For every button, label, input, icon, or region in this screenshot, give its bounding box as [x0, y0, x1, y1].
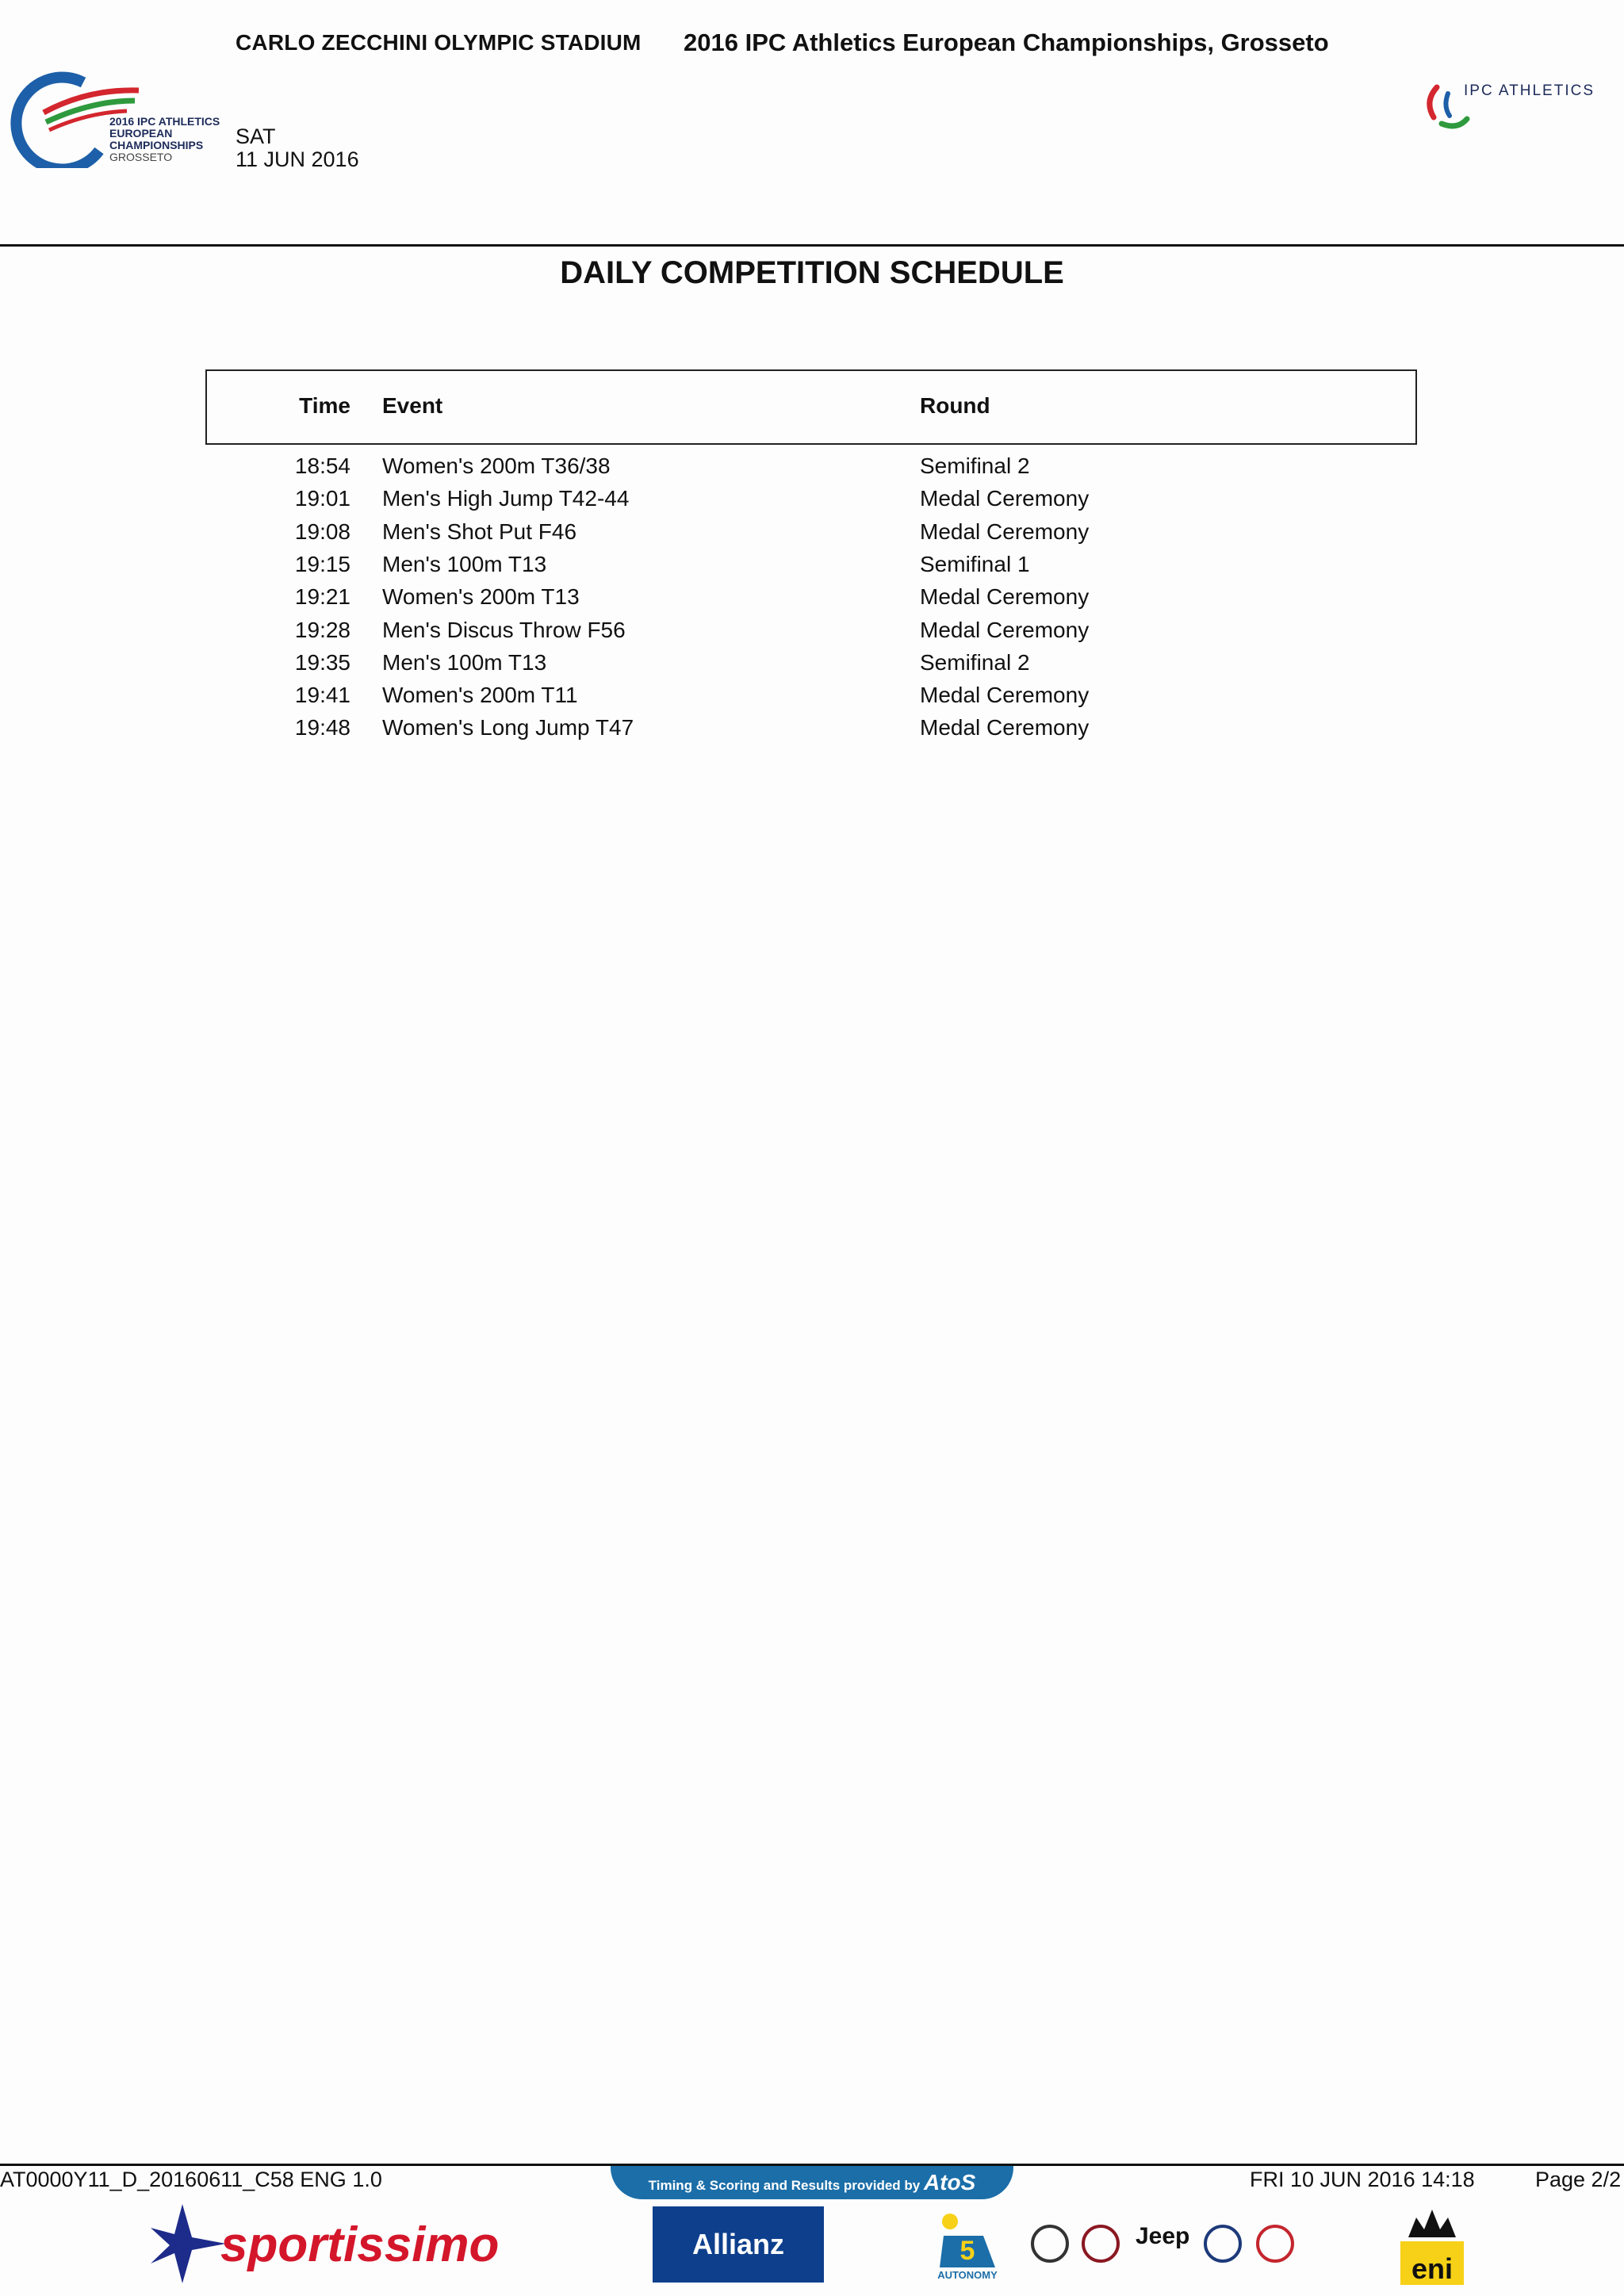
cell-time: 19:21 [294, 584, 350, 610]
cell-time: 19:01 [294, 486, 350, 511]
autonomy-logo-text: AUTONOMY [937, 2269, 998, 2281]
eni-logo-text: eni [1411, 2252, 1454, 2285]
page-number: Page 2/2 [1535, 2168, 1622, 2191]
logo-line: EUROPEAN [109, 127, 173, 140]
header-divider [0, 244, 1624, 247]
timing-credit-text: Timing & Scoring and Results provided by [648, 2178, 921, 2193]
column-header-event: Event [382, 393, 443, 418]
championship-title: 2016 IPC Athletics European Championships, Grosseto [684, 29, 1329, 56]
cell-round: Semifinal 1 [920, 551, 1030, 576]
column-header-time: Time [299, 393, 350, 418]
cell-round: Semifinal 2 [920, 453, 1030, 478]
cell-time: 19:28 [294, 617, 350, 642]
cell-time: 19:35 [294, 649, 350, 675]
cell-time: 19:15 [294, 551, 350, 576]
table-row [0, 453, 1624, 486]
table-row [0, 584, 1624, 617]
cell-event: Men's Discus Throw F56 [382, 617, 626, 642]
cell-event: Women's 200m T13 [382, 584, 580, 610]
cell-event: Men's Shot Put F46 [382, 519, 577, 544]
table-row [0, 715, 1624, 748]
logo-line: 2016 IPC ATHLETICS [109, 115, 220, 128]
column-header-round: Round [920, 393, 990, 418]
table-row [0, 519, 1624, 552]
cell-event: Men's 100m T13 [382, 551, 547, 576]
schedule-date: 11 JUN 2016 [236, 147, 359, 171]
cell-time: 18:54 [294, 453, 350, 478]
logo-line: CHAMPIONSHIPS [109, 139, 204, 151]
cell-event: Women's 200m T36/38 [382, 453, 611, 478]
cell-time: 19:48 [294, 715, 350, 740]
sportissimo-logo-text: sportissimo [220, 2218, 500, 2272]
abarth-logo-icon [1256, 2225, 1294, 2263]
page-title: DAILY COMPETITION SCHEDULE [560, 255, 1064, 290]
allianz-logo: Allianz [653, 2206, 824, 2283]
cell-round: Medal Ceremony [920, 584, 1090, 610]
table-row [0, 486, 1624, 519]
cell-round: Semifinal 2 [920, 649, 1030, 675]
sportissimo-logo-icon [151, 2204, 563, 2283]
ipc-logo-text: IPC ATHLETICS [1464, 82, 1595, 99]
document-code: AT0000Y11_D_20160611_C58 ENG 1.0 [0, 2168, 382, 2191]
svg-text:5: 5 [959, 2236, 975, 2266]
cell-round: Medal Ceremony [920, 617, 1090, 642]
cell-round: Medal Ceremony [920, 715, 1090, 740]
cell-event: Women's 200m T11 [382, 683, 578, 708]
cell-event: Men's High Jump T42-44 [382, 486, 630, 511]
print-timestamp: FRI 10 JUN 2016 14:18 [1250, 2168, 1475, 2191]
cell-round: Medal Ceremony [920, 486, 1090, 511]
championship-logo-text [109, 116, 220, 163]
table-row [0, 618, 1624, 650]
cell-time: 19:41 [294, 683, 350, 708]
cell-round: Medal Ceremony [920, 683, 1090, 708]
cell-event: Men's 100m T13 [382, 649, 547, 675]
timing-credit-banner [611, 2166, 1013, 2199]
venue-name: CARLO ZECCHINI OLYMPIC STADIUM [236, 30, 642, 55]
cell-time: 19:08 [294, 519, 350, 544]
cell-event: Women's Long Jump T47 [382, 715, 634, 740]
jeep-logo: Jeep [1136, 2223, 1190, 2249]
table-row [0, 650, 1624, 683]
table-row [0, 552, 1624, 584]
schedule-day: SAT [236, 124, 276, 148]
cell-round: Medal Ceremony [920, 519, 1090, 544]
alfa-romeo-logo-icon [1031, 2225, 1069, 2263]
eni-logo-icon [1400, 2206, 1464, 2285]
lancia-logo-icon [1204, 2225, 1242, 2263]
atos-logo-text: AtoS [923, 2170, 976, 2195]
table-row [0, 683, 1624, 715]
fiat-logo-icon [1082, 2225, 1120, 2263]
logo-line: GROSSETO [109, 151, 173, 163]
